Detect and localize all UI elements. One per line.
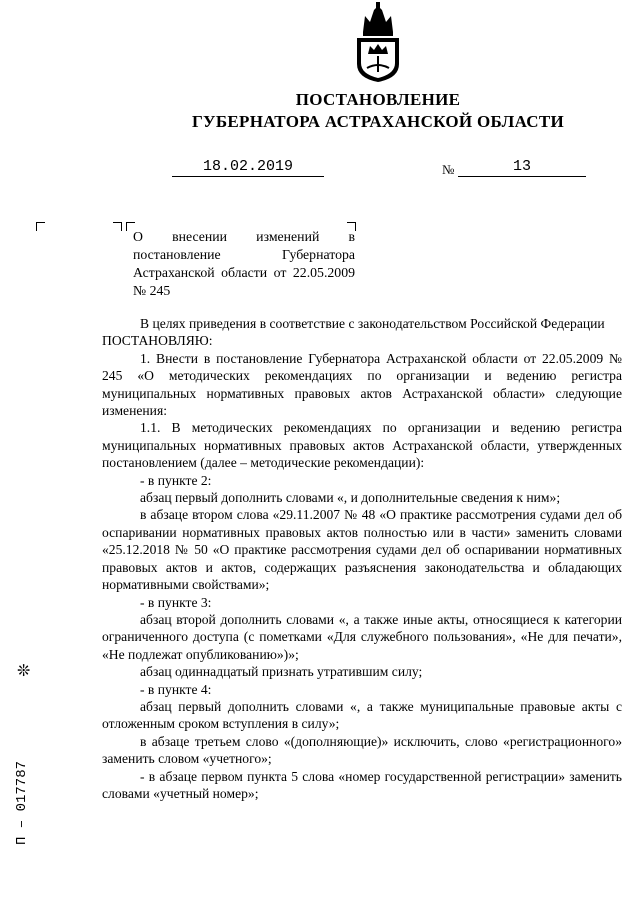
coat-of-arms-emblem xyxy=(349,2,407,84)
body-paragraph: - в абзаце первом пункта 5 слова «номер государственной регистрации» заменить словами «учетный номер»; xyxy=(102,768,622,801)
document-date: 18.02.2019 xyxy=(172,158,324,177)
body-paragraph: абзац первый дополнить словами «, и дополнительные сведения к ним»; xyxy=(140,490,561,506)
body-paragraph: абзац одиннадцатый признать утратившим силу; xyxy=(140,664,423,680)
body-paragraph: абзац первый дополнить словами «, а также муниципальные правовые акты с отложенным сроком вступления в силу»; xyxy=(102,698,622,732)
document-issuer: ГУБЕРНАТОРА АСТРАХАНСКОЙ ОБЛАСТИ xyxy=(191,112,565,131)
corner-mark-subject-left-a xyxy=(113,222,122,231)
body-paragraph: в абзаце третьем слово «(дополняющие)» исключить, слово «регистрационного» заменить словом «учетного»; xyxy=(102,733,622,767)
body-paragraph: - в пункте 2: xyxy=(140,472,212,488)
number-sign: № xyxy=(442,162,455,177)
body-paragraph: В целях приведения в соответствие с законодательством Российской Федерации xyxy=(140,316,605,331)
body-paragraph: ПОСТАНОВЛЯЮ: xyxy=(102,333,213,349)
body-paragraph: 1.1. В методических рекомендациях по организации и ведению регистра муниципальных нормативных правовых актов Астраханской области, утвержденных постановлением (далее – методические рекомендации): xyxy=(102,420,622,471)
document-body xyxy=(102,315,622,802)
document-subject: О внесении изменений в постановление Губернатора Астраханской области от 22.05.2009 № 245 xyxy=(133,229,355,298)
body-paragraph: - в пункте 4: xyxy=(140,681,212,697)
form-serial-number: П – 017787 xyxy=(14,760,30,845)
body-paragraph: в абзаце втором слова «29.11.2007 № 48 «О практике рассмотрения судами дел об оспаривании нормативных правовых актов полностью или в части» заменить словами «25.12.2018 № 50 «О практике рассмотрения судами дел об оспаривании нормативных правовых актов и актов, содержащих разъяснения законодательства и обладающих нормативными свойствами»; xyxy=(102,507,622,593)
corner-mark-left xyxy=(36,222,45,231)
body-paragraph: - в пункте 3: xyxy=(140,594,212,610)
document-title: ПОСТАНОВЛЕНИЕ xyxy=(295,90,461,109)
decorative-mark: ❊ xyxy=(16,663,34,677)
body-paragraph: абзац второй дополнить словами «, а также иные акты, относящиеся к категории ограниченного доступа (с пометками «Для служебного пользования», «Не для печати», «Не подлежат опубликованию»)»; xyxy=(102,611,622,662)
document-number: 13 xyxy=(458,158,586,177)
body-paragraph: 1. Внести в постановление Губернатора Астраханской области от 22.05.2009 № 245 «О методических рекомендациях по организации и ведению регистра муниципальных нормативных правовых актов Астраханской области» следующие изменения: xyxy=(102,350,622,419)
